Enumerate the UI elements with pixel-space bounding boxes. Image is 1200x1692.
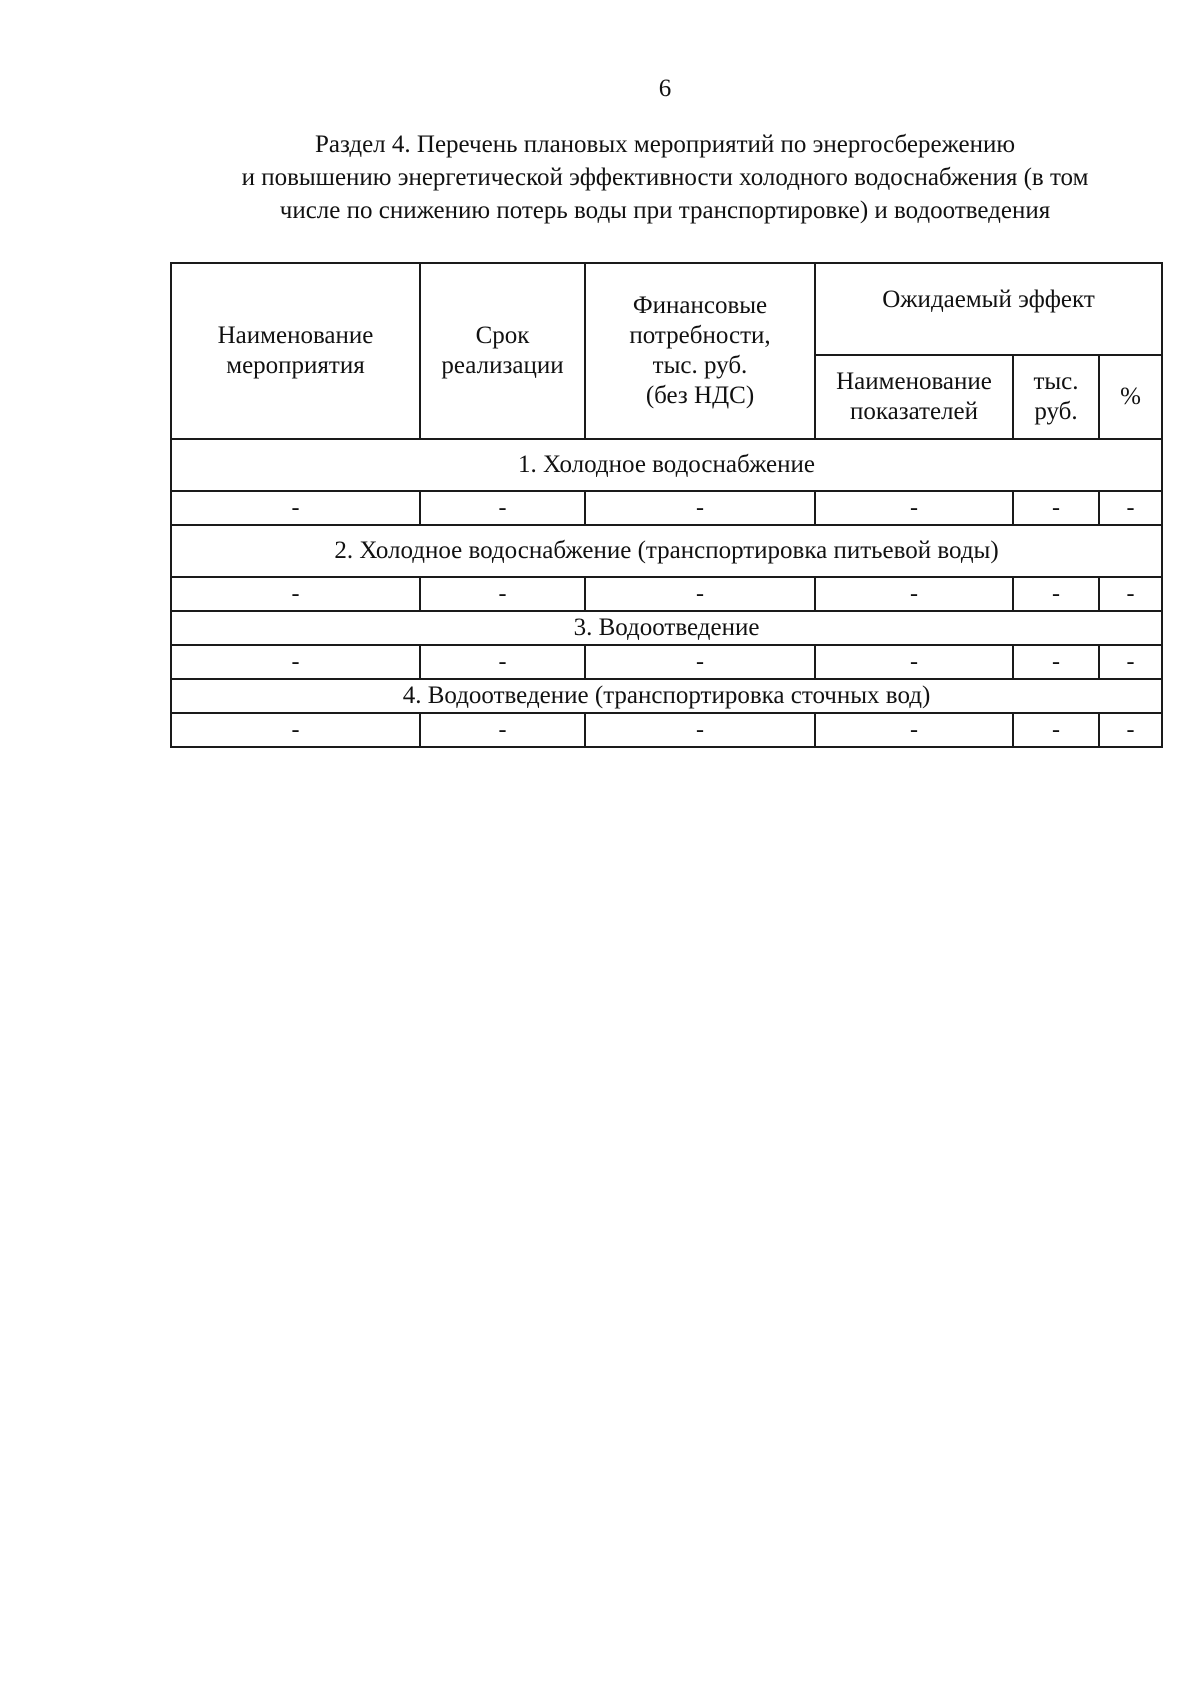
cell-term: - — [420, 491, 585, 525]
cell-indicator: - — [815, 491, 1013, 525]
cell-measure: - — [171, 645, 420, 679]
section-title-4: 4. Водоотведение (транспортировка сточных вод) — [171, 679, 1162, 713]
cell-measure: - — [171, 713, 420, 747]
title-line-3: числе по снижению потерь воды при транспортировке) и водоотведения — [279, 197, 1051, 224]
header-measure-name: Наименование мероприятия — [171, 263, 420, 439]
cell-indicator: - — [815, 577, 1013, 611]
header-finance — [585, 263, 815, 439]
cell-term: - — [420, 645, 585, 679]
title-line-2: и повышению энергетической эффективности холодного водоснабжения (в том — [241, 164, 1089, 191]
header-thousand-rub-line-1: тыс. — [1033, 368, 1079, 395]
table-row — [171, 577, 1162, 611]
cell-finance: - — [585, 713, 815, 747]
table-row — [171, 645, 1162, 679]
header-percent: % — [1099, 355, 1162, 439]
header-expected-effect: Ожидаемый эффект — [815, 263, 1162, 355]
cell-finance: - — [585, 491, 815, 525]
section-title-2: 2. Холодное водоснабжение (транспортировка питьевой воды) — [171, 525, 1162, 577]
title-line-1: Раздел 4. Перечень плановых мероприятий по энергосбережению — [314, 131, 1016, 158]
cell-thousand-rub: - — [1013, 713, 1099, 747]
section-title-1: 1. Холодное водоснабжение — [171, 439, 1162, 491]
cell-finance: - — [585, 577, 815, 611]
header-thousand-rub — [1013, 355, 1099, 439]
table-row — [171, 713, 1162, 747]
section-row-4 — [171, 679, 1162, 713]
header-finance-line-3: тыс. руб. — [652, 352, 748, 379]
section-row-1 — [171, 439, 1162, 491]
header-indicator-line-1: Наименование — [836, 368, 992, 395]
section-row-3 — [171, 611, 1162, 645]
header-thousand-rub-line-2: руб. — [1034, 398, 1078, 425]
header-indicator-line-2: показателей — [849, 398, 979, 425]
cell-thousand-rub: - — [1013, 645, 1099, 679]
cell-term: - — [420, 713, 585, 747]
cell-percent: - — [1099, 491, 1162, 525]
table-row — [171, 491, 1162, 525]
document-title — [170, 128, 1160, 227]
cell-percent: - — [1099, 577, 1162, 611]
cell-indicator: - — [815, 713, 1013, 747]
cell-percent: - — [1099, 713, 1162, 747]
header-term: Срок реализации — [420, 263, 585, 439]
cell-indicator: - — [815, 645, 1013, 679]
page-number: 6 — [658, 75, 672, 102]
cell-percent: - — [1099, 645, 1162, 679]
header-finance-line-1: Финансовые — [632, 292, 768, 319]
cell-measure: - — [171, 577, 420, 611]
cell-term: - — [420, 577, 585, 611]
header-indicator-name — [815, 355, 1013, 439]
cell-finance: - — [585, 645, 815, 679]
section-row-2 — [171, 525, 1162, 577]
section-title-3: 3. Водоотведение — [171, 611, 1162, 645]
cell-thousand-rub: - — [1013, 491, 1099, 525]
cell-measure: - — [171, 491, 420, 525]
cell-thousand-rub: - — [1013, 577, 1099, 611]
measures-table — [170, 262, 1163, 748]
header-finance-line-4: (без НДС) — [645, 382, 755, 409]
header-finance-line-2: потребности, — [629, 322, 771, 349]
